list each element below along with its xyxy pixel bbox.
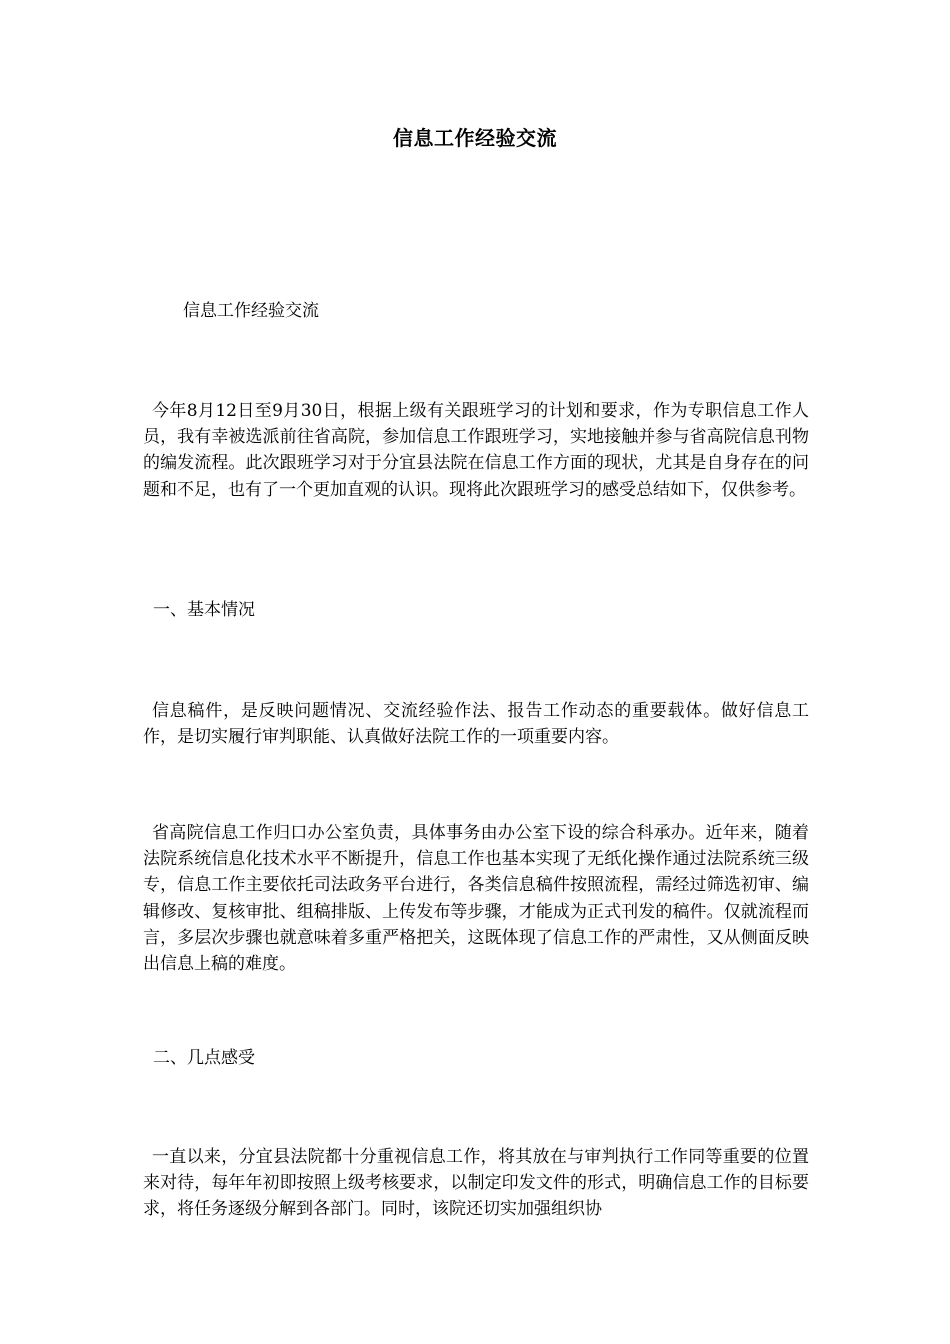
paragraph-info-importance: 信息稿件，是反映问题情况、交流经验作法、报告工作动态的重要载体。做好信息工作，是切实履行审判职能、认真做好法院工作的一项重要内容。	[143, 701, 809, 748]
paragraph-county-court: 一直以来，分宜县法院都十分重视信息工作，将其放在与审判执行工作同等重要的位置来对待，每年年初即按照上级考核要求，以制定印发文件的形式，明确信息工作的目标要求，将任务逐级分解到各部门。同时，该院还切实加强组织协	[143, 1147, 809, 1220]
document-title: 信息工作经验交流	[393, 126, 557, 150]
document-subtitle: 信息工作经验交流	[183, 301, 319, 321]
paragraph-intro: 今年8月12日至9月30日，根据上级有关跟班学习的计划和要求，作为专职信息工作人员，我有幸被选派前往省高院，参加信息工作跟班学习，实地接触并参与省高院信息刊物的编发流程。此次跟班学习对于分宜县法院在信息工作方面的现状，尤其是自身存在的问题和不足，也有了一个更加直观的认识。现将此次跟班学习的感受总结如下，仅供参考。	[143, 401, 809, 500]
section-heading-basic-situation: 一、基本情况	[153, 600, 255, 620]
paragraph-workflow: 省高院信息工作归口办公室负责，具体事务由办公室下设的综合科承办。近年来，随着法院系统信息化技术水平不断提升，信息工作也基本实现了无纸化操作通过法院系统三级专，信息工作主要依托司法政务平台进行，各类信息稿件按照流程，需经过筛选初审、编辑修改、复核审批、组稿排版、上传发布等步骤，才能成为正式刊发的稿件。仅就流程而言，多层次步骤也就意味着多重严格把关，这既体现了信息工作的严肃性，又从侧面反映出信息上稿的难度。	[143, 823, 809, 975]
section-heading-impressions: 二、几点感受	[153, 1048, 255, 1068]
